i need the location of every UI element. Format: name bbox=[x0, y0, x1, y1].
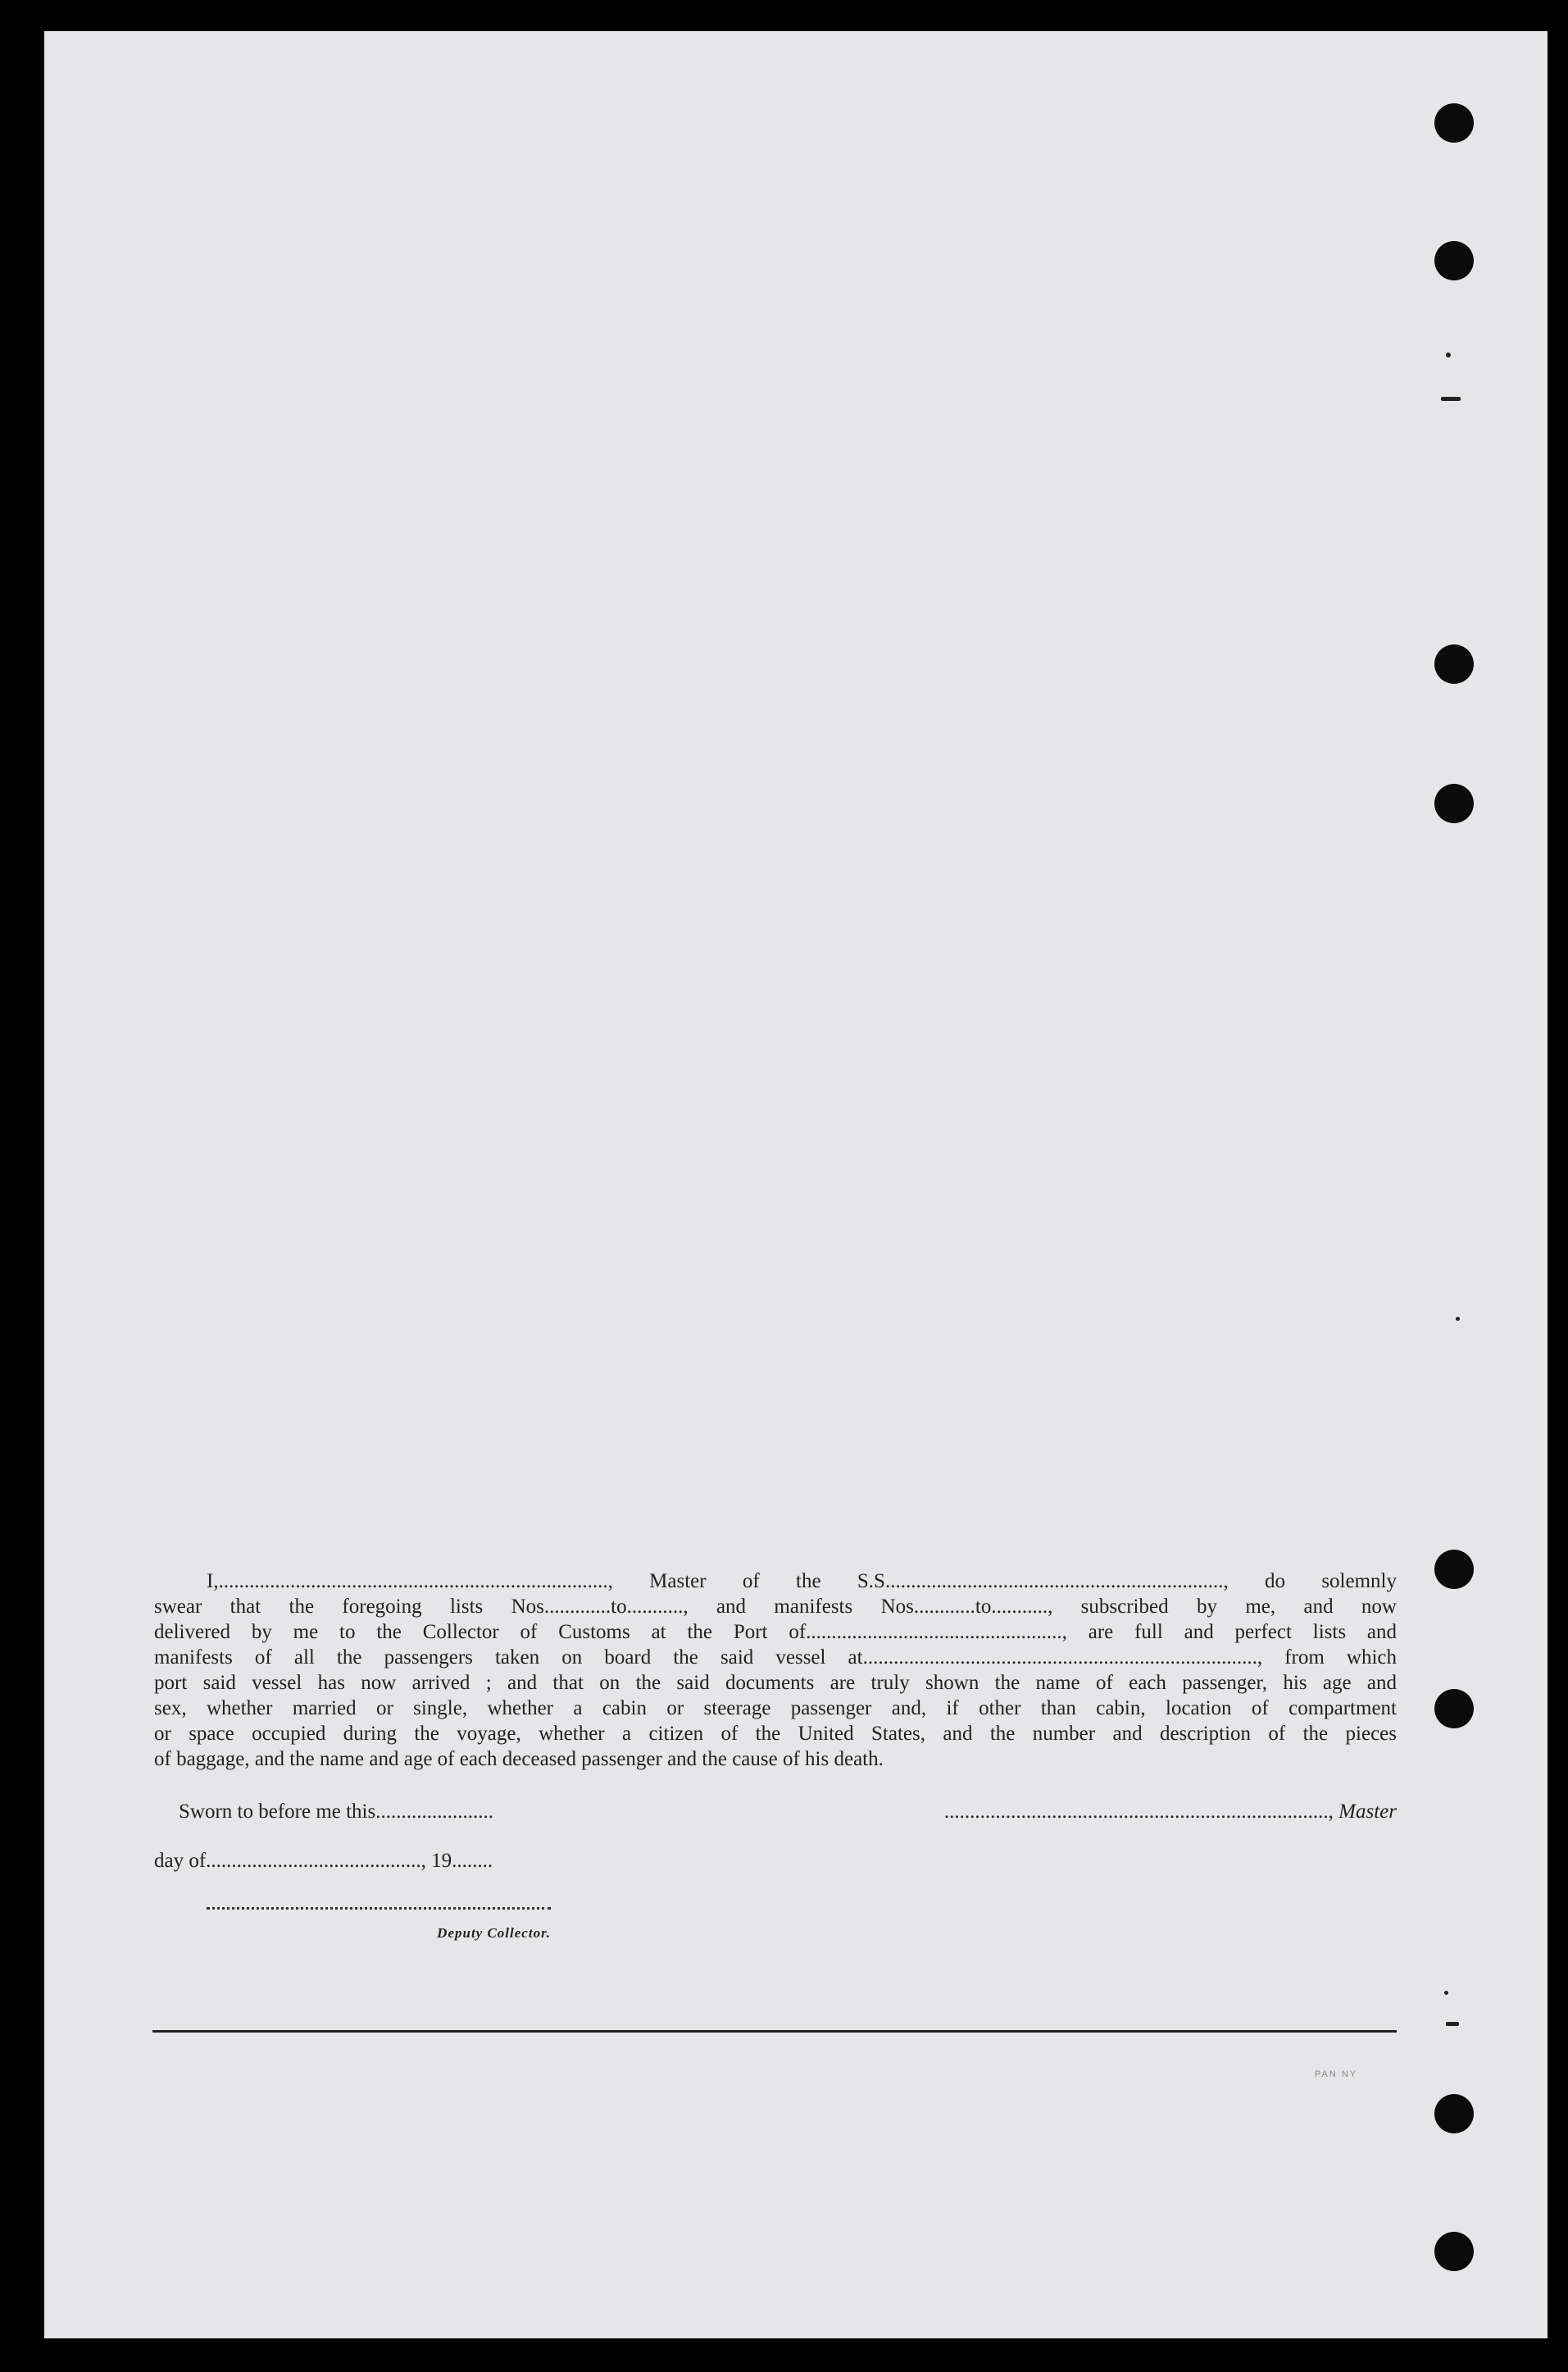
scan-mark bbox=[1441, 397, 1461, 401]
scan-mark bbox=[1444, 1991, 1448, 1995]
printer-imprint: PAN NY bbox=[1315, 2069, 1358, 2079]
scan-mark bbox=[1456, 1317, 1460, 1321]
oath-line: or space occupied during the voyage, whether a citizen of the United States, and the number and description of the pieces bbox=[154, 1723, 1397, 1745]
bottom-rule bbox=[152, 2030, 1397, 2033]
master-role-label: Master bbox=[1338, 1801, 1397, 1823]
oath-line: port said vessel has now arrived ; and that on the said documents are truly shown the name of each passenger, his age and bbox=[154, 1672, 1397, 1694]
master-signature-dots: ..........................................................................., bbox=[943, 1801, 1334, 1823]
punch-hole bbox=[1434, 1550, 1474, 1589]
punch-hole bbox=[1434, 2232, 1474, 2271]
punch-hole bbox=[1434, 2094, 1474, 2133]
oath-line: swear that the foregoing lists Nos.............to..........., and manifests Nos............to..........., subscribed by me, and now bbox=[154, 1596, 1397, 1618]
form-sheet bbox=[44, 31, 1548, 2338]
punch-hole bbox=[1434, 1689, 1474, 1728]
master-oath-paragraph bbox=[154, 1568, 1397, 1772]
punch-hole bbox=[1434, 103, 1474, 143]
deputy-signature-line bbox=[207, 1907, 551, 1910]
deputy-collector-label: Deputy Collector. bbox=[437, 1925, 551, 1941]
scan-mark bbox=[1446, 2022, 1459, 2026]
punch-hole bbox=[1434, 784, 1474, 823]
punch-hole bbox=[1434, 644, 1474, 684]
sworn-before-line: Sworn to before me this....................... bbox=[179, 1801, 493, 1823]
oath-line: of baggage, and the name and age of each deceased passenger and the cause of his death. bbox=[154, 1748, 884, 1770]
scan-mark bbox=[1446, 353, 1451, 357]
master-signature-line bbox=[892, 1801, 1397, 1823]
day-of-line: day of.........................................., 19........ bbox=[154, 1850, 493, 1872]
punch-hole bbox=[1434, 241, 1474, 280]
oath-line: I,............................................................................, Master of the S.S.................................................................., do solemnly bbox=[207, 1570, 1397, 1592]
oath-line: manifests of all the passengers taken on board the said vessel at............................................................................., from which bbox=[154, 1646, 1397, 1669]
oath-line: delivered by me to the Collector of Customs at the Port of.................................................., are full and perfect lists and bbox=[154, 1621, 1397, 1643]
oath-line: sex, whether married or single, whether a cabin or steerage passenger and, if other than cabin, location of compartment bbox=[154, 1697, 1397, 1719]
